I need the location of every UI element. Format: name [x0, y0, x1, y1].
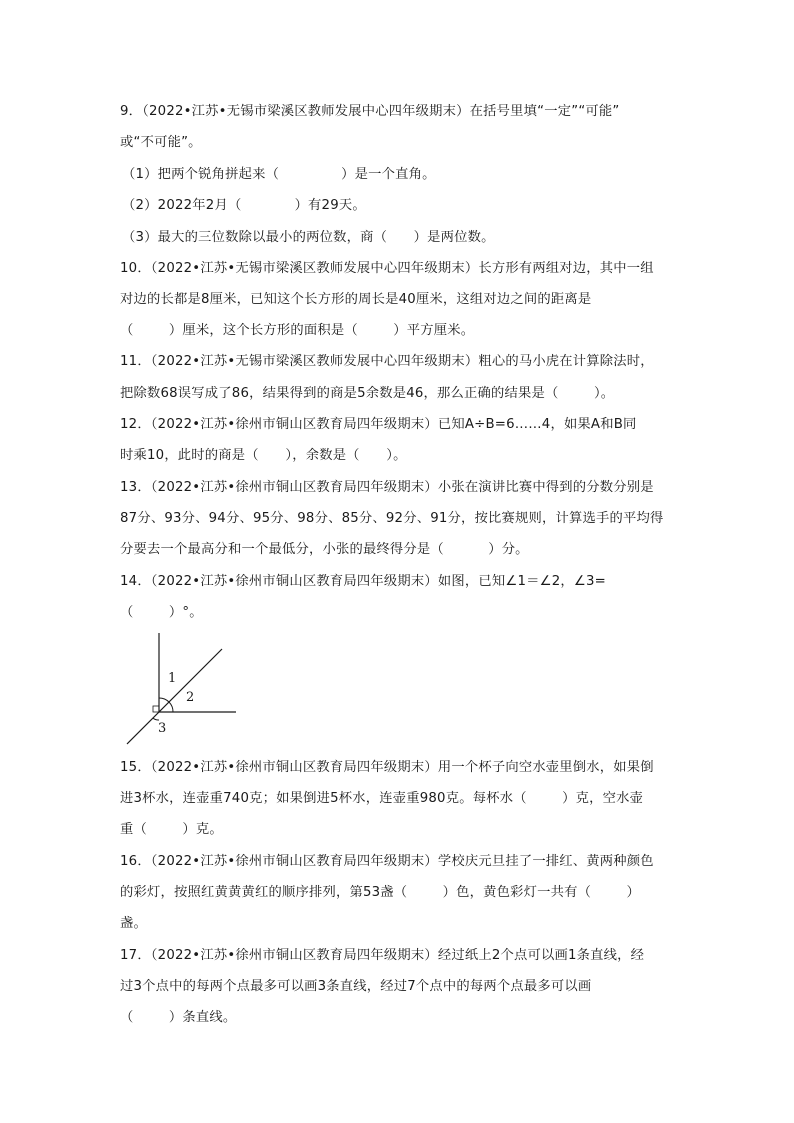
question-10-line-1: 10．（2022•江苏•无锡市梁溪区教师发展中心四年级期末）长方形有两组对边，其中一组 [120, 261, 654, 276]
angle-label-3: 3 [158, 721, 167, 736]
question-10-line-2: 对边的长都是8厘米，已知这个长方形的周长是40厘米，这组对边之间的距离是 [120, 292, 592, 307]
question-16-line-1: 16．（2022•江苏•徐州市铜山区教育局四年级期末）学校庆元旦挂了一排红、黄两种颜色 [120, 854, 654, 869]
question-9-sub-1: （1）把两个锐角拼起来（ ）是一个直角。 [122, 167, 436, 182]
question-9-line-2: 或“不可能”。 [120, 135, 202, 150]
question-9-sub-3: （3）最大的三位数除以最小的两位数，商（ ）是两位数。 [122, 230, 495, 245]
question-15-line-3: 重（ ）克。 [120, 822, 223, 837]
question-12-line-2: 时乘10，此时的商是（ ），余数是（ ）。 [120, 448, 407, 463]
question-14-line-2: （ ）°。 [120, 605, 203, 620]
question-14-line-1: 14．（2022•江苏•徐州市铜山区教育局四年级期末）如图，已知∠1＝∠2，∠3= [120, 574, 606, 589]
diagonal-line [127, 649, 222, 744]
question-17-line-1: 17．（2022•江苏•徐州市铜山区教育局四年级期末）经过纸上2个点可以画1条直线，经 [120, 948, 645, 963]
question-12-line-1: 12．（2022•江苏•徐州市铜山区教育局四年级期末）已知A÷B=6……4，如果A和B同 [120, 417, 637, 432]
question-17-line-2: 过3个点中的每两个点最多可以画3条直线，经过7个点中的每两个点最多可以画 [120, 979, 592, 994]
question-15-line-2: 进3杯水，连壶重740克；如果倒进5杯水，连壶重980克。每杯水（ ）克，空水壶 [120, 791, 644, 806]
angle-1-arc [159, 698, 169, 702]
question-13-line-1: 13．（2022•江苏•徐州市铜山区教育局四年级期末）小张在演讲比赛中得到的分数分别是 [120, 480, 654, 495]
question-15-line-1: 15．（2022•江苏•徐州市铜山区教育局四年级期末）用一个杯子向空水壶里倒水，如果倒 [120, 760, 654, 775]
angle-figure [118, 628, 248, 748]
question-11-line-2: 把除数68误写成了86，结果得到的商是5余数是46，那么正确的结果是（ ）。 [120, 386, 615, 401]
angle-2-arc [169, 702, 173, 712]
angle-label-2: 2 [186, 690, 195, 705]
question-16-line-3: 盏。 [120, 916, 147, 931]
question-16-line-2: 的彩灯，按照红黄黄黄红的顺序排列，第53盏（ ）色，黄色彩灯一共有（ ） [120, 885, 641, 900]
question-13-line-2: 87分、93分、94分、95分、98分、85分、92分、91分，按比赛规则，计算选手的平均得 [120, 511, 664, 526]
question-9-line-1: 9．（2022•江苏•无锡市梁溪区教师发展中心四年级期末）在括号里填“一定”“可能” [120, 104, 620, 119]
question-10-line-3: （ ）厘米，这个长方形的面积是（ ）平方厘米。 [120, 323, 475, 338]
question-13-line-3: 分要去一个最高分和一个最低分，小张的最终得分是（ ）分。 [120, 542, 529, 557]
angle-3-arc [153, 718, 159, 720]
question-9-sub-2: （2）2022年2月（ ）有29天。 [122, 198, 366, 213]
right-angle-mark [153, 706, 159, 712]
question-11-line-1: 11．（2022•江苏•无锡市梁溪区教师发展中心四年级期末）粗心的马小虎在计算除法时， [120, 354, 654, 369]
question-17-line-3: （ ）条直线。 [120, 1010, 237, 1025]
angle-label-1: 1 [168, 671, 177, 686]
